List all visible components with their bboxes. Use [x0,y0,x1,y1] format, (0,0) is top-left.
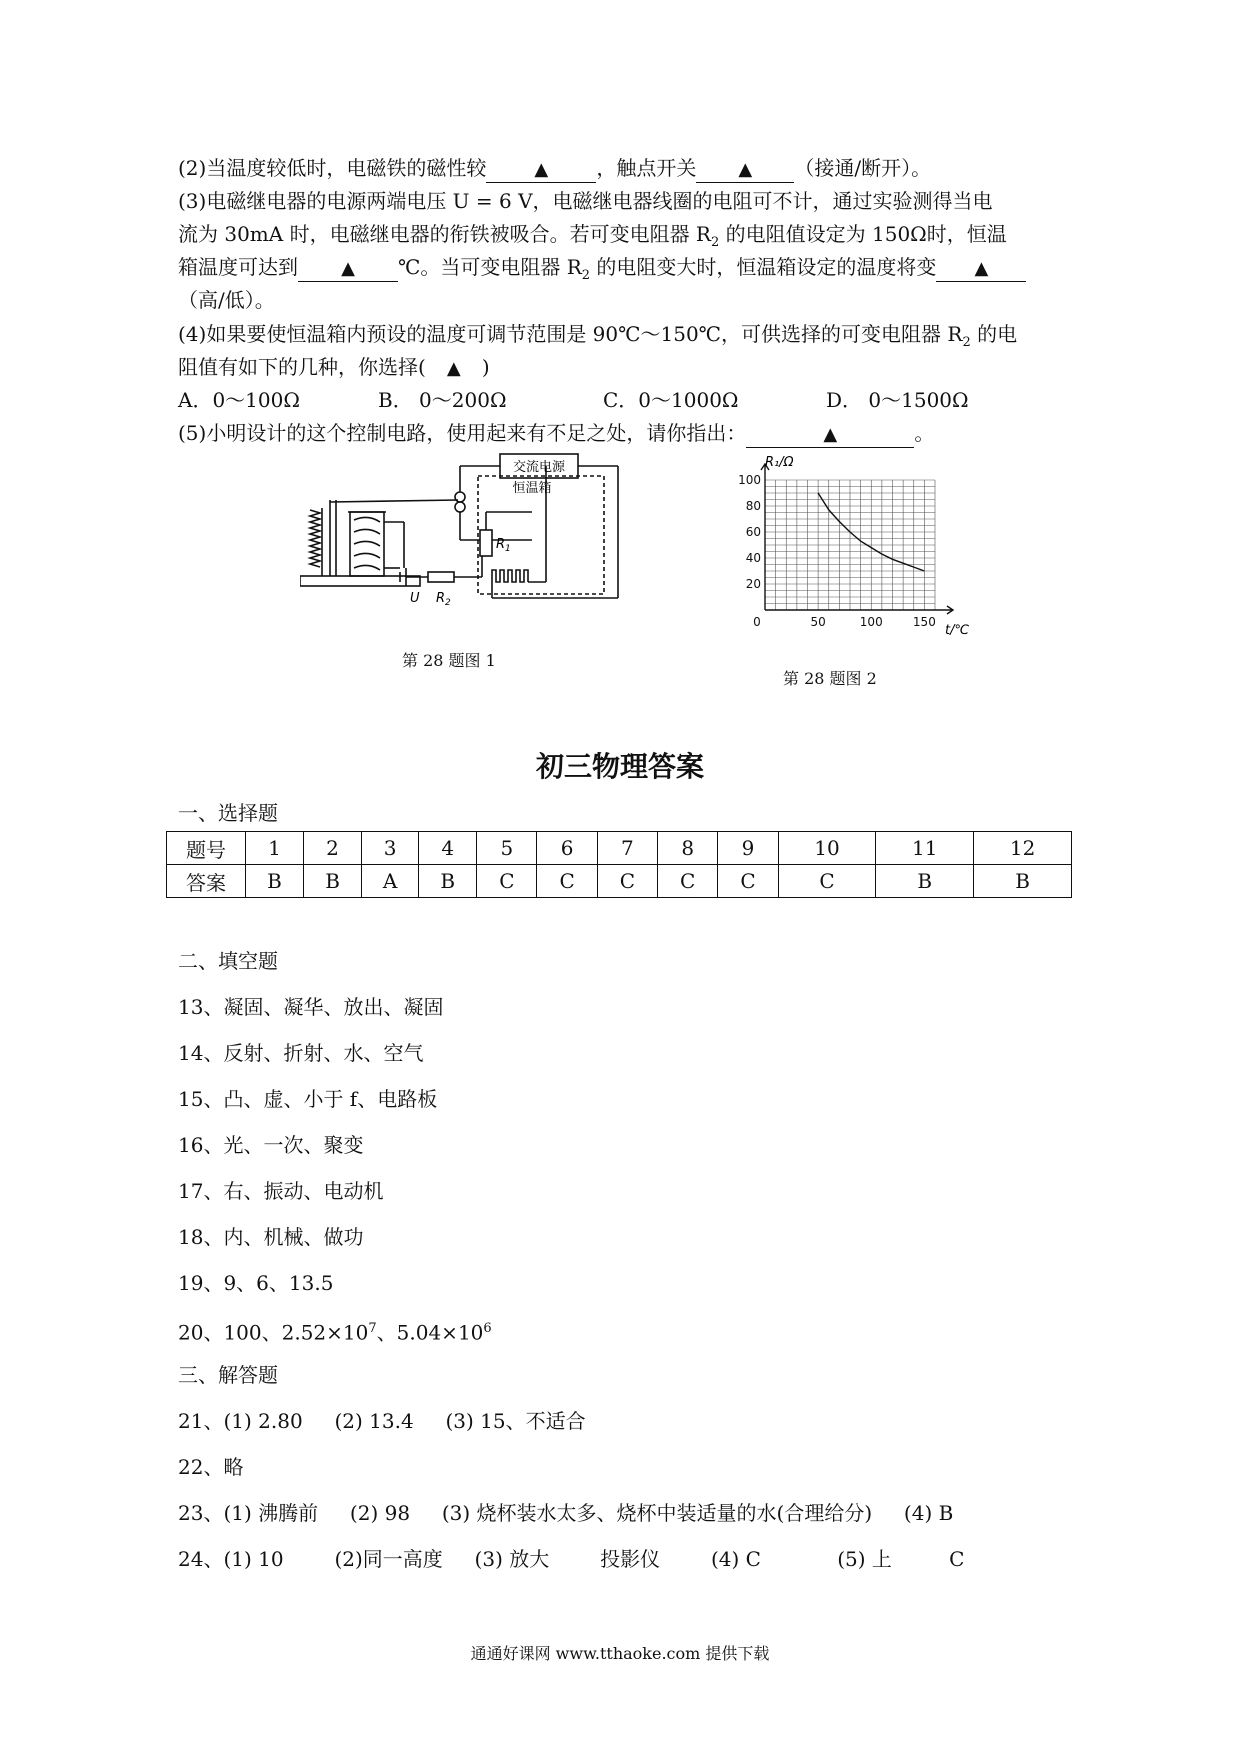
table-cell: 10 [778,832,876,865]
table-cell: 11 [876,832,974,865]
question-3-line-1: (3)电磁继电器的电源两端电压 U = 6 V，电磁继电器线圈的电阻可不计，通过实验测得当电 [178,189,993,213]
figure-2-chart [735,452,975,640]
answer-blank: ▲ [746,421,914,448]
answer-14: 14、反射、折射、水、空气 [178,1041,424,1065]
option-a: A．0～100Ω [178,388,300,412]
answer-24: 24、(1) 10 (2)同一高度 (3) 放大 投影仪 (4) C (5) 上 C [178,1547,965,1571]
figure-1-circuit-diagram [300,450,640,620]
table-cell: B [246,865,304,898]
x-axis [765,606,953,614]
question-3-line-2: 流为 30mA 时，电磁继电器的衔铁被吸合。若可变电阻器 $R_2$ 的电阻值设定为 150Ω时，恒温 [178,222,1007,250]
table-cell: 6 [537,832,597,865]
table-cell: 9 [718,832,778,865]
table-head: 答案 [167,865,246,898]
question-4-line-1: (4)如果要使恒温箱内预设的温度可调节范围是 90℃～150℃，可供选择的可变电阻器 $R_2$ 的电 [178,322,1018,350]
table-cell: C [718,865,778,898]
u-label: U [410,591,420,606]
x-tick-label: 0 [753,615,761,629]
section-solve-heading: 三、解答题 [178,1363,278,1387]
choice-answer-table [166,831,1072,898]
answer-19: 19、9、6、13.5 [178,1271,334,1295]
figure-1-caption: 第 28 题图 1 [402,651,496,670]
question-3-line-4: （高/低）。 [178,288,275,312]
answer-title: 初三物理答案 [535,750,704,783]
question-2: (2)当温度较低时，电磁铁的磁性较 ▲ ，触点开关 ▲ （接通/断开）。 [178,152,931,184]
option-b: B． 0～200Ω [378,388,507,412]
table-cell: B [419,865,477,898]
table-row [167,865,1072,898]
question-3-line-3: 箱温度可达到 ▲ ℃。当可变电阻器 $R_2$ 的电阻变大时，恒温箱设定的温度将变 ▲ [178,251,1026,292]
thermostat-box-label: 恒温箱 [512,481,552,496]
table-cell: 1 [246,832,304,865]
table-cell: C [537,865,597,898]
table-cell: 7 [597,832,657,865]
answer-23: 23、(1) 沸腾前 (2) 98 (3) 烧杯装水太多、烧杯中装适量的水(合理给分) (4) B [178,1501,954,1525]
y-tick-label: 100 [738,473,761,487]
answer-17: 17、右、振动、电动机 [178,1179,384,1203]
table-cell: 12 [974,832,1072,865]
question-4-line-2: 阻值有如下的几种，你选择( ▲ ) [178,351,490,385]
table-cell: A [362,865,419,898]
table-row [167,832,1072,865]
x-tick-label: 100 [859,615,883,629]
answer-22: 22、略 [178,1455,244,1479]
answer-15: 15、凸、虚、小于 f、电路板 [178,1087,438,1111]
table-cell: 4 [419,832,477,865]
section-choice-heading: 一、选择题 [178,801,278,825]
y-tick-label: 60 [745,525,761,539]
section-fill-heading: 二、填空题 [178,949,278,973]
table-cell: B [876,865,974,898]
footer-source: 通通好课网 www.tthaoke.com 提供下载 [470,1644,770,1663]
answer-16: 16、光、一次、聚变 [178,1133,364,1157]
y-tick-label: 20 [745,577,761,591]
table-cell: C [477,865,537,898]
answer-13: 13、凝固、凝华、放出、凝固 [178,995,444,1019]
x-tick-label: 150 [912,615,936,629]
table-cell: 8 [658,832,718,865]
table-cell: C [778,865,876,898]
answer-blank: ▲ [936,255,1026,282]
x-axis-label: t/℃ [945,623,970,638]
table-cell: B [304,865,362,898]
r1-label: $R_1$ [496,537,511,554]
table-cell: B [974,865,1072,898]
table-head: 题号 [167,832,246,865]
answer-blank: ▲ [298,255,398,282]
y-tick-label: 80 [745,499,761,513]
answer-blank: ▲ [486,156,596,183]
table-cell: C [658,865,718,898]
power-supply-label: 交流电源 [512,460,566,475]
table-cell: 3 [362,832,419,865]
table-cell: C [597,865,657,898]
answer-18: 18、内、机械、做功 [178,1225,364,1249]
r2-label: $R_2$ [436,591,451,608]
answer-blank: ▲ [696,156,794,183]
y-axis-label: R₁/Ω [765,455,794,470]
option-c: C．0～1000Ω [603,388,739,412]
answer-20: 20、100、$2.52\times 10^7$、$5.04\times 10^6$ [178,1320,492,1345]
y-tick-label: 40 [745,551,761,565]
answer-21: 21、(1) 2.80 (2) 13.4 (3) 15、不适合 [178,1409,586,1433]
x-tick-label: 50 [810,615,826,629]
y-axis [761,464,769,610]
choice-blank: ▲ [446,358,461,379]
figure-2-caption: 第 28 题图 2 [783,669,877,688]
table-cell: 2 [304,832,362,865]
table-cell: 5 [477,832,537,865]
question-5: (5)小明设计的这个控制电路，使用起来有不足之处，请你指出： ▲ 。 [178,417,934,449]
option-d: D． 0～1500Ω [826,388,969,412]
